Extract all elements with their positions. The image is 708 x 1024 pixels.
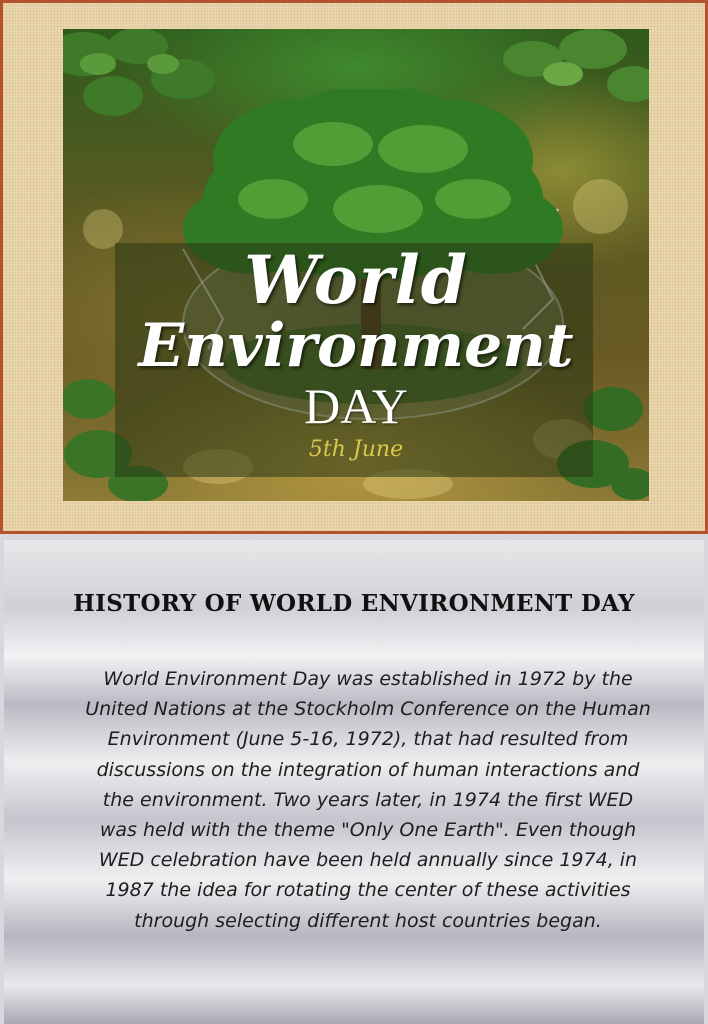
history-heading: HISTORY OF WORLD ENVIRONMENT DAY (73, 590, 635, 617)
history-panel (4, 540, 704, 1024)
poster-date: 5th June (308, 437, 404, 462)
poster-title-environment: Environment (138, 311, 574, 381)
poster-title-world: World (244, 241, 468, 319)
poster-photo (63, 29, 649, 501)
history-body: World Environment Day was established in 1972 by the United Nations at the Stockholm Conference on the Human Environment (June 5-16, 1972), that had resulted from discussions on the integration of human interactions and the environment. Two years later, in 1974 the first WED was held with the theme "Only One Earth". Even though WED celebration have been held annually since 1974, in 1987 the idea for rotating the center of these activities through selecting different host countries began. (85, 668, 651, 932)
poster-title-day: DAY (304, 378, 408, 434)
